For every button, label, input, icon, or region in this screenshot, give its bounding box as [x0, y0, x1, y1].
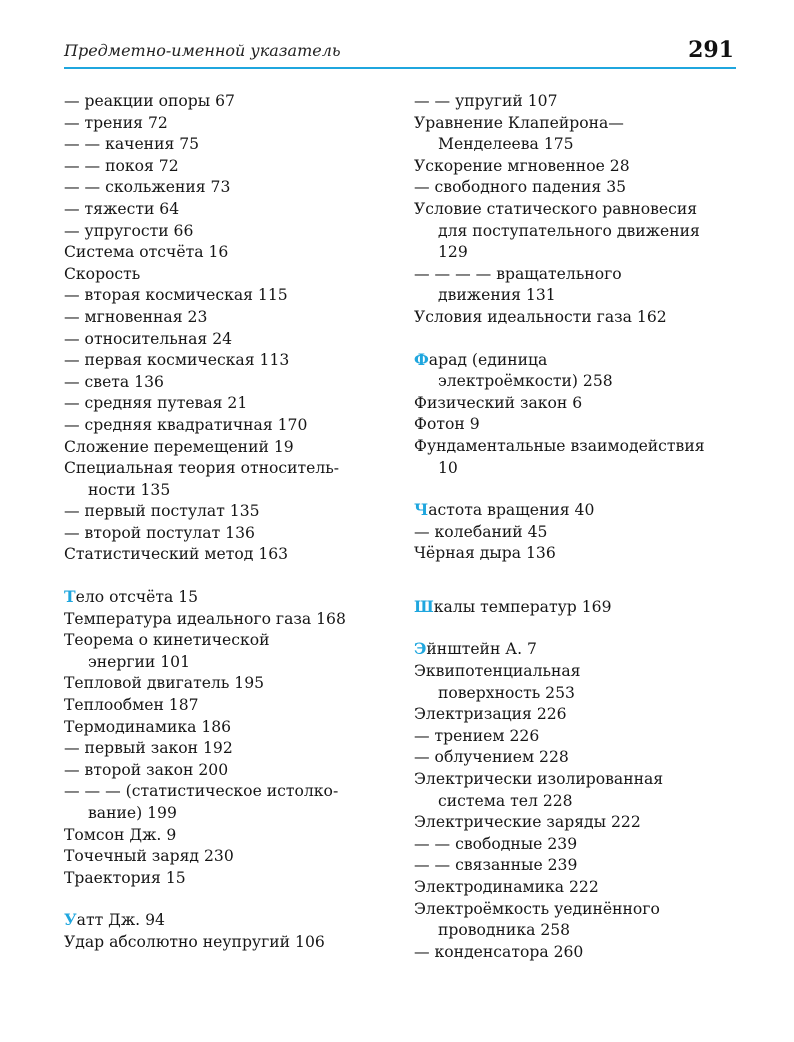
index-entry [414, 899, 744, 942]
index-entry-line: Теплообмен 187 [64, 696, 199, 715]
index-entry [414, 747, 744, 769]
index-entry [64, 932, 400, 954]
index-entry [414, 156, 744, 178]
index-entry [64, 285, 400, 307]
index-entry-line: — относительная 24 [64, 329, 233, 348]
index-entry-line: вание) 199 [88, 804, 177, 822]
index-entry [414, 877, 744, 899]
index-block [414, 596, 744, 619]
index-entry-line: — трения 72 [64, 113, 168, 132]
index-entry-line: — упругости 66 [64, 221, 194, 240]
index-entry-line: — колебаний 45 [414, 522, 548, 541]
index-entry [414, 499, 744, 522]
index-entry [64, 586, 400, 609]
index-column-right [414, 91, 744, 963]
section-initial-letter: Ш [414, 596, 434, 616]
index-entry [64, 781, 400, 824]
index-entry-line: для поступательного движения [438, 221, 700, 240]
index-entry-line: Фундаментальные взаимодействия [414, 436, 705, 455]
index-entry [64, 501, 400, 523]
index-entry [64, 630, 400, 673]
index-entry [64, 91, 400, 113]
page-number: 291 [688, 37, 734, 63]
index-entry-line: 129 [438, 243, 468, 262]
index-entry [64, 393, 400, 415]
index-entry-line: Электроёмкость уединённого [414, 899, 660, 918]
index-block [64, 909, 400, 953]
index-entry [414, 393, 744, 415]
index-entry-line: Специальная теория относитель- [64, 459, 340, 478]
index-entry [64, 609, 400, 631]
index-block [414, 638, 744, 963]
index-entry-line: Статистический метод 163 [64, 545, 289, 564]
index-column-left [64, 91, 400, 954]
index-entry [64, 846, 400, 868]
index-entry-line: — — скольжения 73 [64, 178, 231, 197]
index-entry-line: Теорема о кинетической [64, 631, 270, 650]
index-entry-line: — облучением 228 [414, 748, 569, 767]
index-entry-line: — второй закон 200 [64, 760, 229, 779]
index-entry-line: — мгновенная 23 [64, 307, 208, 326]
index-entry [414, 726, 744, 748]
index-entry [64, 738, 400, 760]
section-initial-letter: Т [64, 587, 76, 607]
index-entry-line: — — свободные 239 [414, 834, 578, 853]
index-entry-line: — — упругий 107 [414, 92, 558, 110]
index-entry [414, 264, 744, 307]
index-entry-line: Точечный заряд 230 [64, 847, 234, 866]
index-entry-line: — — покоя 72 [64, 156, 179, 175]
index-entry-line: — свободного падения 35 [414, 178, 627, 197]
index-entry [414, 638, 744, 661]
index-entry-line: Сложение перемещений 19 [64, 437, 294, 456]
index-entry [414, 307, 744, 329]
index-entry [414, 834, 744, 856]
index-entry-line: — первый закон 192 [64, 739, 233, 758]
index-block [64, 586, 400, 889]
index-entry [414, 661, 744, 704]
index-entry-line: Менделеева 175 [438, 135, 574, 154]
index-entry [414, 414, 744, 436]
index-entry-line: — второй постулат 136 [64, 523, 255, 542]
index-entry-line: Условие статического равновесия [414, 199, 698, 218]
index-entry-line: Электрические заряды 222 [414, 813, 641, 832]
index-entry-line: калы температур 169 [433, 597, 612, 616]
index-entry [64, 177, 400, 199]
section-initial-letter: Ф [414, 349, 429, 369]
index-block [64, 91, 400, 566]
index-entry-line: Термодинамика 186 [64, 717, 232, 736]
index-entry [414, 522, 744, 544]
index-entry-line: 10 [438, 458, 458, 477]
index-entry [64, 199, 400, 221]
index-entry-line: Электризация 226 [414, 705, 567, 724]
index-entry-line: поверхность 253 [438, 683, 575, 702]
index-entry-line: — первая космическая 113 [64, 351, 290, 370]
index-entry [64, 415, 400, 437]
index-entry-line: — реакции опоры 67 [64, 92, 235, 110]
index-entry-line: — света 136 [64, 372, 164, 391]
index-entry [64, 695, 400, 717]
running-header [64, 37, 736, 69]
index-entry-line: — — качения 75 [64, 135, 200, 154]
index-entry [414, 769, 744, 812]
index-entry-line: Эквипотенциальная [414, 662, 581, 681]
index-block [414, 349, 744, 480]
index-entry [414, 543, 744, 565]
index-entry-line: Электродинамика 222 [414, 878, 599, 896]
index-entry [64, 113, 400, 135]
index-entry [414, 349, 744, 393]
index-entry-line: Тепловой двигатель 195 [64, 674, 265, 693]
index-entry-line: Удар абсолютно неупругий 106 [64, 932, 325, 951]
index-entry [414, 812, 744, 834]
index-block [414, 91, 744, 329]
index-entry-line: Скорость [64, 264, 141, 283]
index-block [414, 499, 744, 565]
index-entry-line: движения 131 [438, 286, 556, 305]
index-entry-line: Ускорение мгновенное 28 [414, 156, 630, 175]
index-entry-line: Электрически изолированная [414, 770, 664, 789]
index-entry [64, 264, 400, 286]
index-entry [64, 156, 400, 178]
index-entry-line: Система отсчёта 16 [64, 243, 229, 262]
index-entry-line: Условия идеальности газа 162 [414, 307, 667, 326]
index-entry [414, 113, 744, 156]
index-entry-line: Чёрная дыра 136 [414, 544, 556, 563]
index-entry [64, 134, 400, 156]
index-entry-line: — вторая космическая 115 [64, 286, 288, 305]
index-entry-line: — первый постулат 135 [64, 502, 260, 521]
index-entry [64, 717, 400, 739]
index-entry-line: система тел 228 [438, 791, 573, 810]
index-entry [414, 436, 744, 479]
index-entry [64, 329, 400, 351]
section-initial-letter: У [64, 910, 77, 930]
index-entry-line: — трением 226 [414, 726, 540, 745]
index-entry-line: — конденсатора 260 [414, 942, 584, 961]
index-entry [64, 544, 400, 566]
header-title: Предметно-именной указатель [64, 41, 341, 60]
index-entry-line: Уравнение Клапейрона— [414, 113, 624, 132]
index-entry [64, 350, 400, 372]
index-entry [64, 825, 400, 847]
index-entry [64, 673, 400, 695]
index-entry [414, 199, 744, 264]
index-entry-line: энергии 101 [88, 652, 191, 671]
index-entry-line: ело отсчёта 15 [75, 588, 199, 607]
index-entry [414, 855, 744, 877]
index-entry [64, 909, 400, 932]
index-entry [414, 704, 744, 726]
index-entry [64, 307, 400, 329]
index-entry-line: Фотон 9 [414, 415, 480, 434]
index-entry-line: Температура идеального газа 168 [64, 609, 346, 628]
index-entry [64, 458, 400, 501]
index-entry-line: — — — (статистическое истолко- [64, 782, 339, 801]
index-entry-line: Траектория 15 [64, 868, 186, 887]
index-entry [64, 868, 400, 890]
index-entry [414, 596, 744, 619]
index-entry [414, 177, 744, 199]
index-entry [414, 942, 744, 964]
index-entry-line: — тяжести 64 [64, 199, 180, 218]
index-entry-line: — — связанные 239 [414, 856, 578, 875]
index-entry [64, 437, 400, 459]
index-entry [64, 221, 400, 243]
index-entry [64, 372, 400, 394]
index-entry-line: — средняя квадратичная 170 [64, 415, 308, 434]
index-entry-line: — — — — вращательного [414, 264, 622, 283]
index-entry [64, 242, 400, 264]
index-entry-line: электроёмкости) 258 [438, 372, 613, 391]
index-entry-line: Томсон Дж. 9 [64, 825, 177, 844]
index-entry-line: йнштейн А. 7 [426, 640, 537, 659]
section-initial-letter: Ч [414, 500, 429, 520]
section-initial-letter: Э [414, 639, 427, 659]
index-entry [414, 91, 744, 113]
index-entry-line: Физический закон 6 [414, 393, 583, 412]
index-entry-line: атт Дж. 94 [76, 911, 165, 930]
index-entry [64, 760, 400, 782]
index-entry-line: арад (единица [428, 350, 548, 369]
index-entry-line: проводника 258 [438, 921, 571, 940]
index-entry-line: — средняя путевая 21 [64, 394, 248, 413]
index-entry-line: астота вращения 40 [428, 501, 595, 520]
index-entry [64, 523, 400, 545]
index-entry-line: ности 135 [88, 480, 171, 499]
